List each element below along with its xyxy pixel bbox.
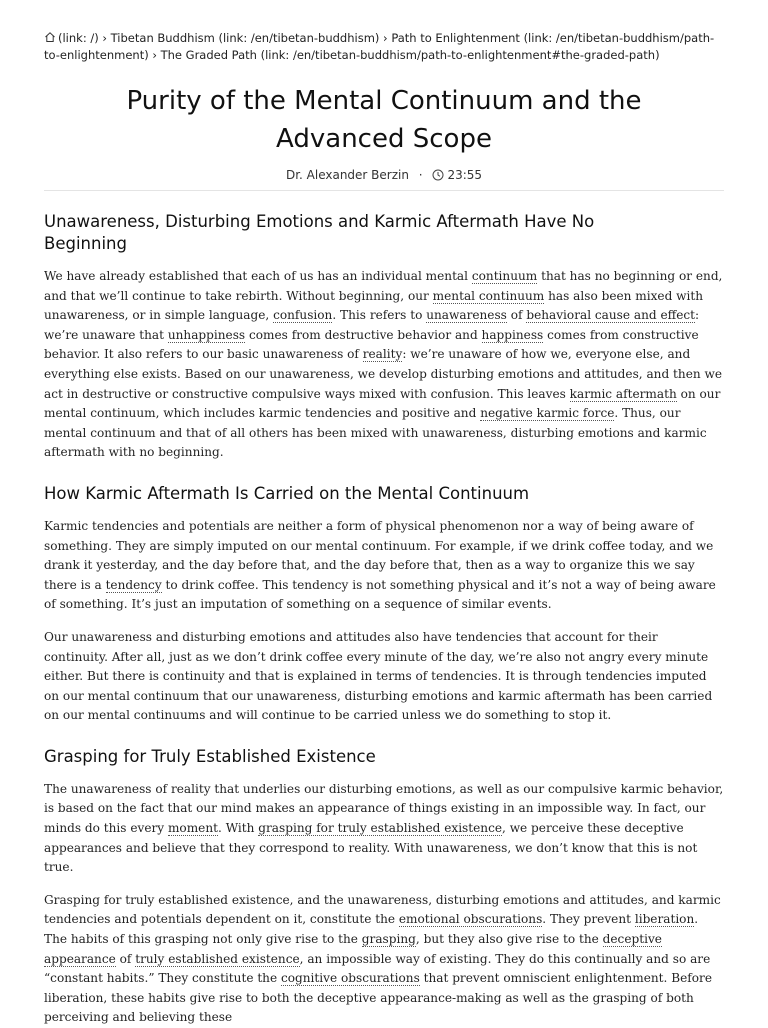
glossary-term-link[interactable]: karmic aftermath [569, 386, 677, 401]
paragraph-text: of [115, 951, 136, 966]
glossary-term-link[interactable]: happiness [481, 327, 544, 342]
glossary-term-link[interactable]: confusion [273, 308, 333, 323]
paragraph [44, 780, 724, 878]
glossary-term-link[interactable]: moment [167, 821, 218, 836]
breadcrumb-tibetan-buddhism-link[interactable]: Tibetan Buddhism (link: /en/tibetan-buddhism) [110, 31, 380, 45]
breadcrumb-separator: › [102, 31, 107, 45]
breadcrumb-path-to-enlightenment-link[interactable]: Path to Enlightenment (link: /en/tibetan-buddhism/path-to-enlightenment) [44, 31, 715, 62]
article-body [44, 211, 724, 1028]
paragraph-text: comes from constructive behavior. It also refers to our basic unawareness of [44, 327, 699, 362]
home-icon[interactable] [44, 31, 56, 43]
paragraph-text: . This refers to [332, 308, 427, 323]
glossary-term-link[interactable]: mental continuum [432, 288, 545, 303]
section-heading: How Karmic Aftermath Is Carried on the Mental Continuum [44, 483, 530, 503]
paragraph [44, 628, 724, 726]
glossary-term-link[interactable]: emotional obscurations [398, 912, 543, 927]
glossary-term-link[interactable]: grasping [361, 932, 416, 947]
glossary-term-link[interactable]: unawareness [426, 308, 507, 323]
paragraph-text: . They prevent [542, 912, 635, 927]
breadcrumb-separator: › [383, 31, 388, 45]
paragraph-text: . The habits of this grasping not only give rise to the [44, 912, 699, 947]
paragraph-text: on our mental continuum, which includes karmic tendencies and positive and [44, 386, 721, 421]
glossary-term-link[interactable]: unhappiness [167, 327, 246, 342]
glossary-term-link[interactable]: behavioral cause and effect [526, 308, 696, 323]
glossary-term-link[interactable]: truly established existence [135, 951, 300, 966]
clock-icon [432, 169, 444, 181]
paragraph-text: that prevent omniscient enlightenment. Before liberation, these habits give rise to both the deceptive appearance-making as well as the grasping of both perceiving and believing these [44, 971, 712, 1025]
paragraph-text: , an impossible way of existing. They do this continually and so are “constant habits.” They constitute the [44, 951, 711, 986]
section-heading: Grasping for Truly Established Existence [44, 746, 376, 766]
glossary-term-link[interactable]: deceptive appearance [44, 932, 662, 966]
paragraph [44, 267, 724, 463]
breadcrumb-separator: › [152, 48, 157, 62]
paragraph-text: : we’re unaware of how we, everyone else, and everything else exists. Based on our unawareness, we develop disturbing emotions and attitudes, and then we act in destructive or constructive compulsive ways mixed with confusion. This leaves [44, 347, 722, 401]
byline [44, 168, 724, 191]
section-heading: Unawareness, Disturbing Emotions and Karmic Aftermath Have No Beginning [44, 212, 595, 253]
byline-dot: · [418, 168, 423, 182]
glossary-term-link[interactable]: tendency [105, 577, 162, 592]
page-title: Purity of the Mental Continuum and the Advanced Scope [126, 86, 642, 154]
paragraph-text: The unawareness of reality that underlies our disturbing emotions, as well as our compulsive karmic behavior, is based on the fact that our mind makes an appearance of things existing in an impossible way. In fact, our minds do this every [44, 781, 724, 836]
breadcrumb-home-link[interactable]: (link: /) [58, 31, 99, 45]
paragraph-text: , but they also give rise to the [415, 932, 603, 947]
paragraph [44, 891, 724, 1028]
paragraph-text: comes from destructive behavior and [245, 327, 482, 342]
paragraph-text: Karmic tendencies and potentials are neither a form of physical phenomenon nor a way of being aware of something. They are simply imputed on our mental continuum. For example, if we drink coffee today, and we drank it yesterday, and the day before that, and the day before that, then as a way to organize this we say there is a [44, 518, 714, 592]
paragraph-text: of [506, 308, 527, 323]
audio-duration: 23:55 [447, 168, 483, 182]
paragraph-text: We have already established that each of us has an individual mental [44, 269, 472, 283]
paragraph-text: : we’re unaware that [44, 308, 700, 342]
glossary-term-link[interactable]: reality [362, 347, 403, 362]
breadcrumb [44, 30, 724, 64]
breadcrumb-graded-path-link[interactable]: The Graded Path (link: /en/tibetan-buddhism/path-to-enlightenment#the-graded-path) [160, 48, 660, 62]
paragraph-text: has also been mixed with unawareness, or in simple language, [44, 288, 704, 323]
paragraph-text: , we perceive these deceptive appearances and believe that they correspond to reality. With unawareness, we don’t know that this is not true. [44, 821, 698, 875]
glossary-term-link[interactable]: cognitive obscurations [280, 971, 420, 986]
paragraph-text: Our unawareness and disturbing emotions and attitudes also have tendencies that account for their continuity. After all, just as we don’t drink coffee every minute of the day, we’re also not angry every minute either. But there is continuity and that is explained in terms of tendencies. It is through tendencies imputed on our mental continuum that our unawareness, disturbing emotions and karmic aftermath has been carried on our mental continuums and will continue to be carried unless we do something to stop it. [44, 629, 713, 723]
author-link[interactable]: Dr. Alexander Berzin [285, 168, 409, 182]
paragraph-text: to drink coffee. This tendency is not something physical and it’s not a way of being aware of something. It’s just an imputation of something on a sequence of similar events. [44, 577, 716, 612]
glossary-term-link[interactable]: liberation [634, 912, 695, 927]
paragraph-text: Grasping for truly established existence, and the unawareness, disturbing emotions and attitudes, and karmic tendencies and potentials dependent on it, constitute the [44, 892, 721, 927]
glossary-term-link[interactable]: grasping for truly established existence [258, 821, 502, 836]
paragraph-text: . With [218, 821, 259, 836]
glossary-term-link[interactable]: negative karmic force [480, 406, 615, 421]
paragraph-text: that has no beginning or end, and that we’ll continue to take rebirth. Without beginning, our [44, 269, 723, 303]
paragraph-text: . Thus, our mental continuum and that of all others has been mixed with unawareness, disturbing emotions and karmic aftermath with no beginning. [44, 406, 707, 460]
paragraph [44, 517, 724, 615]
glossary-term-link[interactable]: continuum [471, 269, 538, 283]
